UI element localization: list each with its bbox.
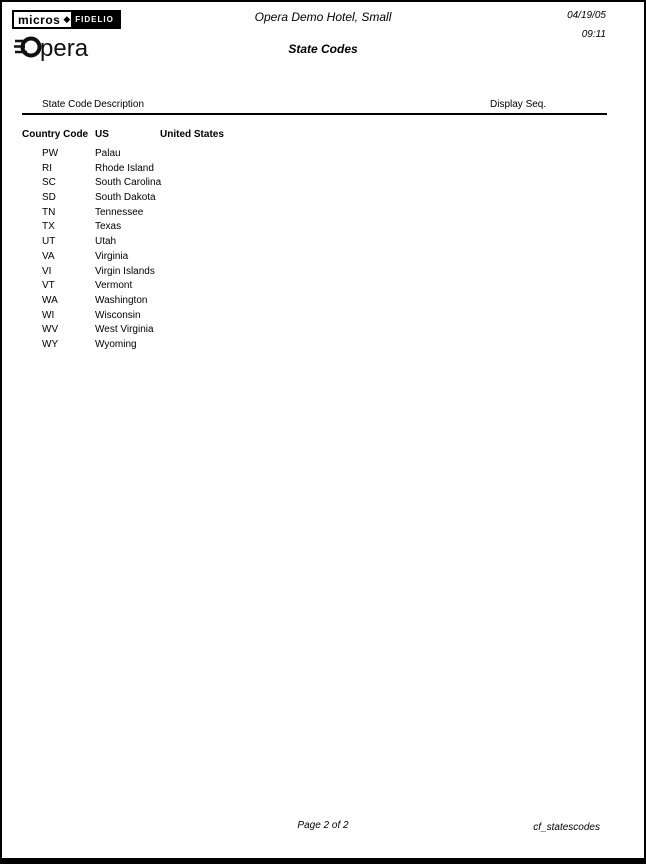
table-row [2, 235, 644, 250]
table-row [2, 338, 644, 353]
opera-wordmark-tail: pera [40, 35, 89, 61]
table-row [2, 250, 644, 265]
table-row [2, 147, 644, 162]
state-description-cell: Wyoming [95, 338, 137, 350]
state-code-cell: VT [42, 280, 55, 292]
state-code-cell: TN [42, 206, 56, 218]
report-date: 04/19/05 [567, 10, 606, 21]
table-row [2, 176, 644, 191]
country-code-label: Country Code [22, 129, 89, 140]
table-row [2, 265, 644, 280]
state-description-cell: Tennessee [95, 206, 144, 218]
state-description-cell: West Virginia [95, 324, 154, 336]
state-description-cell: South Carolina [95, 177, 162, 189]
state-description-cell: Washington [95, 294, 148, 306]
state-code-cell: UT [42, 236, 56, 248]
country-name-value: United States [160, 129, 224, 140]
table-row [2, 323, 644, 338]
column-header-state-code: State Code [42, 99, 93, 110]
state-description-cell: Wisconsin [95, 309, 141, 321]
column-header-description: Description [94, 99, 145, 110]
header-divider-line [22, 113, 607, 115]
footer-page-info: Page 2 of 2 [297, 820, 349, 831]
table-row [2, 162, 644, 177]
report-title: State Codes [288, 42, 358, 56]
state-description-cell: Texas [95, 221, 122, 233]
state-code-cell: VI [42, 265, 52, 277]
state-code-cell: TX [42, 221, 55, 233]
table-row [2, 220, 644, 235]
state-code-cell: RI [42, 162, 52, 174]
state-description-cell: South Dakota [95, 192, 156, 204]
table-row [2, 279, 644, 294]
report-time: 09:11 [581, 29, 606, 40]
state-code-cell: SC [42, 177, 56, 189]
table-row [2, 309, 644, 324]
state-description-cell: Vermont [95, 280, 133, 292]
hotel-name: Opera Demo Hotel, Small [254, 10, 392, 24]
state-description-cell: Virgin Islands [95, 265, 155, 277]
state-code-cell: WA [42, 294, 58, 306]
footer-report-file: cf_statescodes [533, 822, 600, 833]
state-code-cell: WV [42, 324, 59, 336]
fidelio-label: FIDELIO [71, 12, 119, 27]
state-description-cell: Virginia [95, 250, 129, 262]
column-header-display-seq: Display Seq. [490, 99, 547, 110]
diamond-icon: ◆ [62, 12, 71, 27]
state-description-cell: Palau [95, 148, 121, 159]
state-code-cell: PW [42, 148, 59, 159]
state-description-cell: Rhode Island [95, 162, 154, 174]
state-rows [2, 147, 644, 353]
table-row [2, 206, 644, 221]
table-row [2, 294, 644, 309]
state-code-cell: WI [42, 309, 55, 321]
state-description-cell: Utah [95, 236, 117, 248]
state-code-cell: SD [42, 192, 56, 204]
table-row [2, 191, 644, 206]
state-code-cell: WY [42, 338, 59, 350]
micros-label: micros [14, 12, 62, 27]
state-code-cell: VA [42, 250, 55, 262]
country-code-value: US [95, 129, 109, 140]
